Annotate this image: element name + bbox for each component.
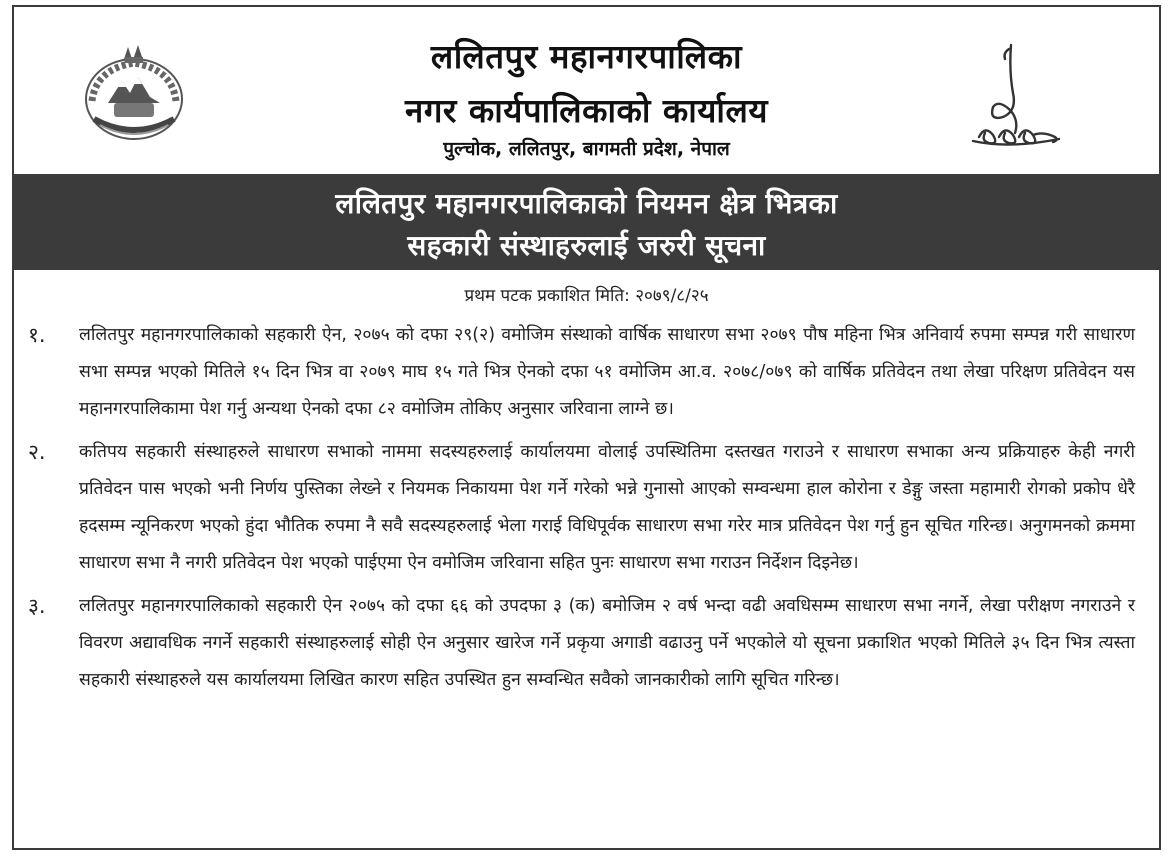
publication-date: प्रथम पटक प्रकाशित मिति: २०७९/८/२५ bbox=[464, 286, 709, 306]
notice-title-line2: सहकारी संस्थाहरुलाई जरुरी सूचना bbox=[407, 229, 766, 262]
office-address: पुल्चोक, ललितपुर, बागमती प्रदेश, नेपाल bbox=[443, 138, 730, 160]
notice-title-banner bbox=[14, 174, 1159, 270]
notice-header bbox=[14, 7, 1159, 174]
notice-item bbox=[14, 588, 1159, 699]
signature-mark-icon bbox=[959, 41, 1069, 153]
item-number: २. bbox=[28, 440, 46, 464]
org-name: ललितपुर महानगरपालिका bbox=[430, 37, 743, 76]
notice-items bbox=[14, 317, 1159, 705]
item-number: १. bbox=[28, 323, 46, 347]
notice-frame bbox=[12, 5, 1161, 850]
notice-item bbox=[14, 317, 1159, 428]
notice-title-line1: ललितपुर महानगरपालिकाको नियमन क्षेत्र भित्रका bbox=[335, 187, 838, 220]
notice-item bbox=[14, 434, 1159, 582]
item-text: कतिपय सहकारी संस्थाहरुले साधारण सभाको नाममा सदस्यहरुलाई कार्यालयमा वोलाई उपस्थितिमा दस्तखत गराउने र साधारण सभाका अन्य प्रक्रियाहरु केही नगरी प्रतिवेदन पास भएको भनी निर्णय पुस्तिका लेख्ने र नियमक निकायमा पेश गर्ने गरेको भन्ने गुनासो आएको सम्वन्धमा हाल कोरोना र डेङ्गु जस्ता महामारी रोगको प्रकोप धेरै हदसम्म न्यूनिकरण भएको हुंदा भौतिक रुपमा नै सवै सदस्यहरुलाई भेला गराई विधिपूर्वक साधारण सभा गरेर मात्र प्रतिवेदन पेश गर्नु हुन सूचित गरिन्छ। अनुगमनको क्रममा साधारण सभा नै नगरी प्रतिवेदन पेश भएको पाईएमा ऐन वमोजिम जरिवाना सहित पुनः साधारण सभा गराउन निर्देशन दिइनेछ। bbox=[79, 442, 1135, 573]
office-name: नगर कार्यपालिकाको कार्यालय bbox=[405, 91, 768, 130]
item-number: ३. bbox=[28, 594, 46, 618]
item-text: ललितपुर महानगरपालिकाको सहकारी ऐन, २०७५ को दफा २९(२) वमोजिम संस्थाको वार्षिक साधारण सभा २०७९ पौष महिना भित्र अनिवार्य रुपमा सम्पन्न गरी साधारण सभा सम्पन्न भएको मितिले १५ दिन भित्र वा २०७९ माघ १५ गते भित्र ऐनको दफा ५१ वमोजिम आ.व. २०७८/०७९ को वार्षिक प्रतिवेदन तथा लेखा परिक्षण प्रतिवेदन यस महानगरपालिकामा पेश गर्नु अन्यथा ऐनको दफा ८२ वमोजिम तोकिए अनुसार जरिवाना लाग्ने छ। bbox=[79, 325, 1135, 419]
item-text: ललितपुर महानगरपालिकाको सहकारी ऐन २०७५ को दफा ६६ को उपदफा ३ (क) बमोजिम २ वर्ष भन्दा वढी अवधिसम्म साधारण सभा नगर्ने, लेखा परीक्षण नगराउने र विवरण अद्यावधिक नगर्ने सहकारी संस्थाहरुलाई सोही ऐन अनुसार खारेज गर्ने प्रकृया अगाडी वढाउनु पर्ने भएकोले यो सूचना प्रकाशित भएको मितिले ३५ दिन भित्र त्यस्ता सहकारी संस्थाहरुले यस कार्यालयमा लिखित कारण सहित उपस्थित हुन सम्वन्धित सवैको जानकारीको लागि सूचित गरिन्छ। bbox=[79, 596, 1135, 690]
